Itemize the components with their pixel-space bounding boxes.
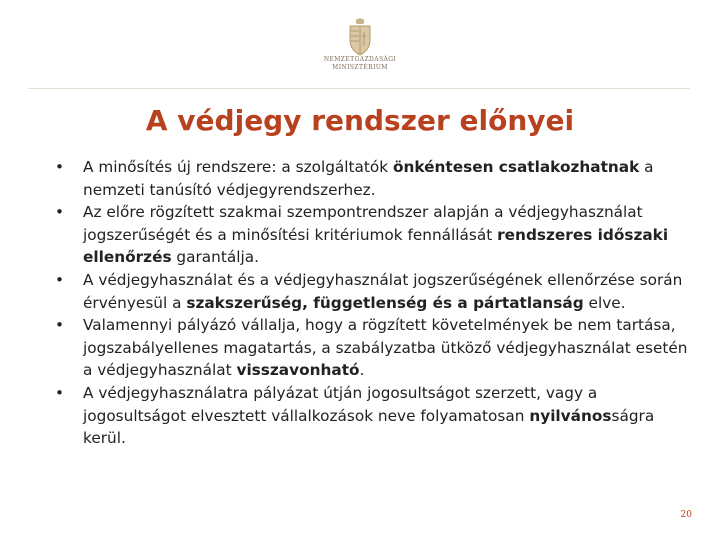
bullet-item: • Valamennyi pályázó vállalja, hogy a rögzített követelmények be nem tartása, jogszabályellenes magatartás, a szabályzatba ütköző védjegyhasználat esetén a védjegyhasználat visszavonható. bbox=[55, 316, 688, 380]
bullet-item: • A védjegyhasználatra pályázat útján jogosultságot szerzett, vagy a jogosultságot elvesztett vállalkozások neve folyamatosan nyilvánosságra kerül. bbox=[55, 383, 655, 448]
bullet-item: • A védjegyhasználat és a védjegyhasználat jogszerűségének ellenőrzése során érvényesül a szakszerűség, függetlenség és a pártatlanság elve. bbox=[55, 270, 683, 312]
bullet-emphasis: önkéntesen csatlakozhatnak bbox=[393, 158, 640, 176]
logo-line-2: MINISZTÉRIUM bbox=[332, 64, 388, 71]
bullet-emphasis: nyilvános bbox=[529, 406, 612, 425]
bullet-list bbox=[55, 156, 695, 450]
coat-of-arms-icon bbox=[347, 18, 373, 56]
bullet-marker: • bbox=[55, 270, 65, 289]
bullet-emphasis: szakszerűség, függetlenség és a pártatlanság bbox=[186, 293, 584, 312]
bullet-item: • Az előre rögzített szakmai szempontrendszer alapján a védjegyhasználat jogszerűségét és a minősítési kritériumok fennállását rendszeres időszaki ellenőrzés garantálja. bbox=[55, 203, 669, 267]
bullet-marker: • bbox=[55, 316, 65, 335]
bullet-item: • A minősítés új rendszere: a szolgáltatók önkéntesen csatlakozhatnak a nemzeti tanúsító védjegyrendszerhez. bbox=[55, 158, 654, 199]
logo-line-1: NEMZETGAZDASÁGI bbox=[323, 56, 397, 63]
bullet-marker: • bbox=[55, 158, 65, 176]
bullet-marker: • bbox=[55, 383, 65, 402]
ministry-logo bbox=[318, 18, 402, 80]
bullet-marker: • bbox=[55, 203, 65, 222]
header-divider bbox=[28, 88, 690, 89]
page-number: 20 bbox=[680, 510, 692, 520]
bullet-emphasis: visszavonható bbox=[236, 361, 360, 380]
bullet-emphasis: rendszeres időszaki ellenőrzés bbox=[83, 225, 669, 267]
slide-title: A védjegy rendszer előnyei bbox=[145, 104, 575, 137]
